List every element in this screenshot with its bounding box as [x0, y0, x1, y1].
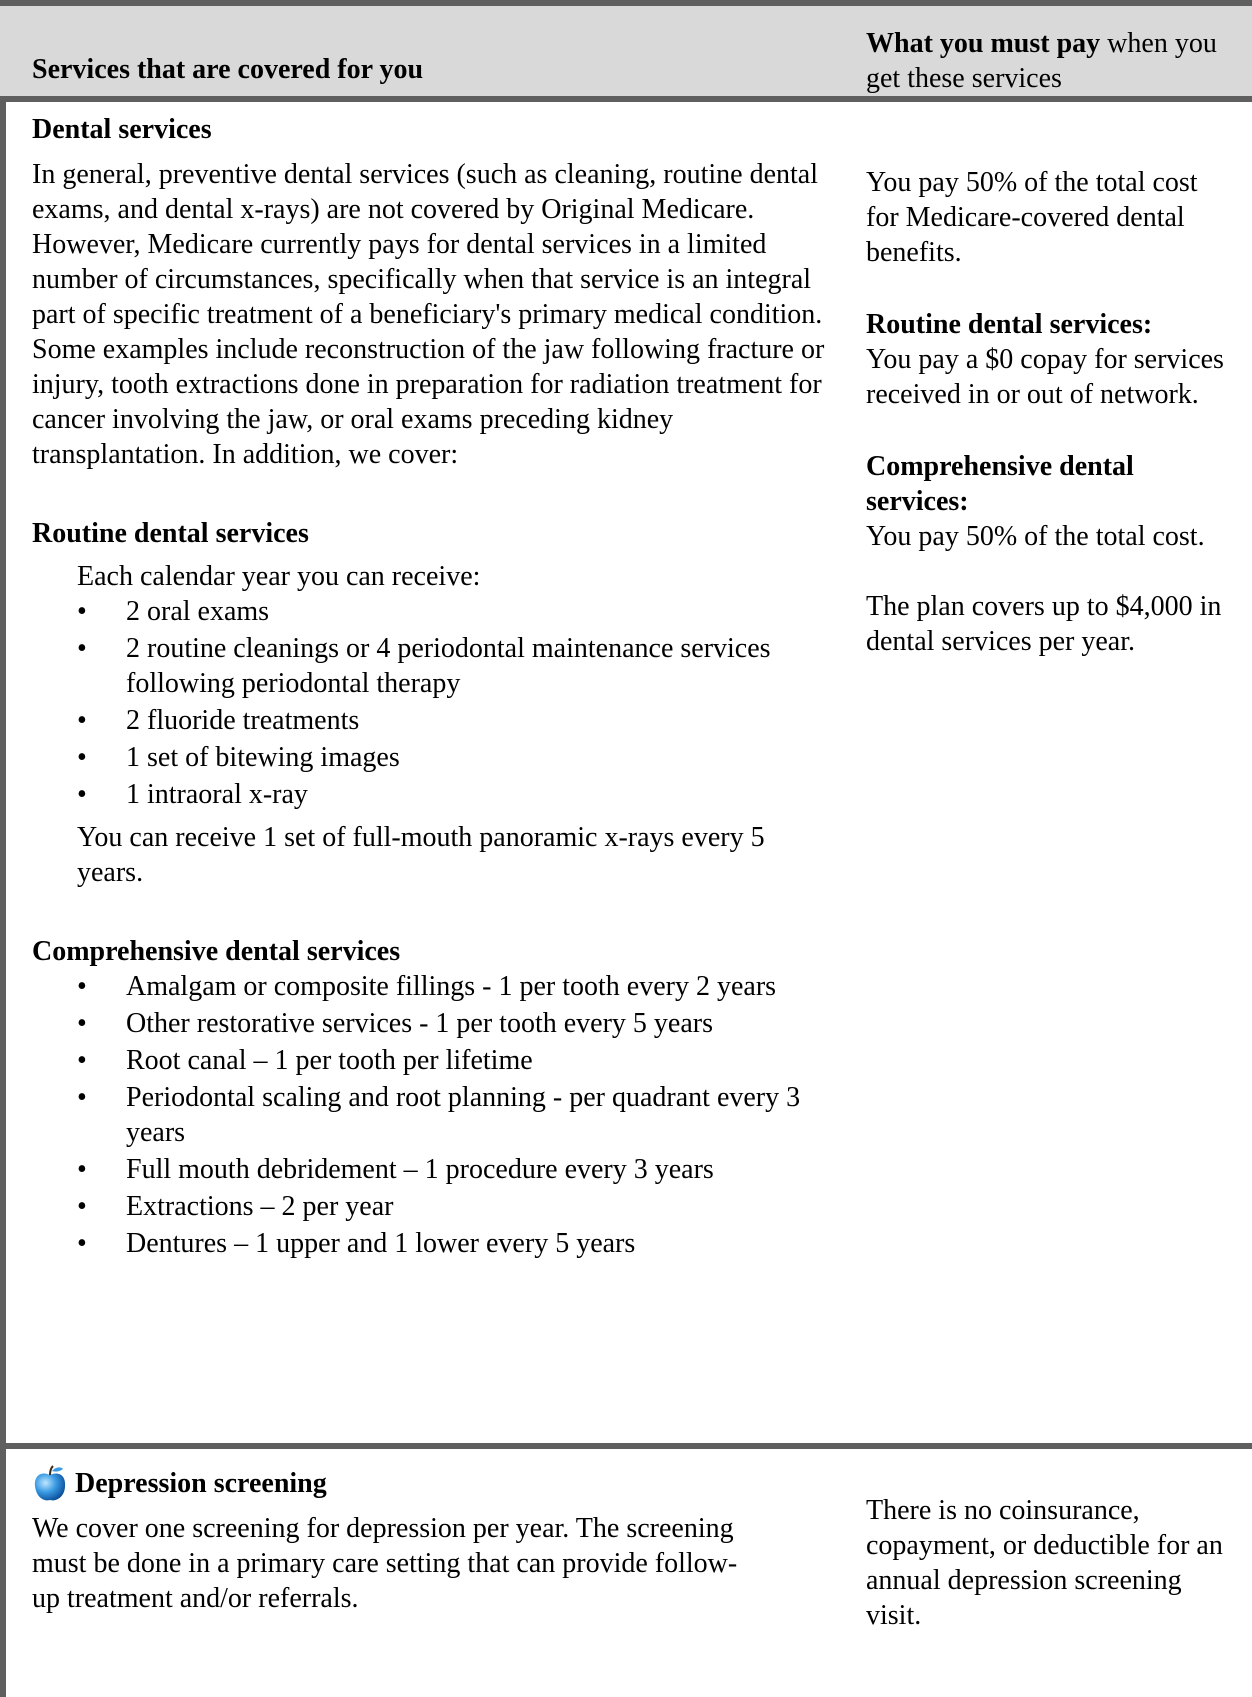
list-item: • 1 set of bitewing images [77, 742, 400, 773]
comprehensive-title: Comprehensive dental services [32, 936, 401, 967]
pay-routine: You pay a $0 copay for services received in or out of network. [866, 344, 1224, 410]
list-item: • Extractions – 2 per year [77, 1191, 394, 1222]
table-header [0, 6, 1252, 102]
dental-title: Dental services [32, 114, 212, 145]
header-services: Services that are covered for you [32, 54, 424, 85]
list-item: • Full mouth debridement – 1 procedure every 3 years [77, 1154, 714, 1185]
list-item: • 2 fluoride treatments [77, 705, 360, 736]
list-item: • Root canal – 1 per tooth per lifetime [77, 1045, 533, 1076]
list-item: • Periodontal scaling and root planning - per quadrant every 3 years [77, 1082, 801, 1148]
comprehensive-list [32, 969, 832, 1261]
list-item: • 2 routine cleanings or 4 periodontal maintenance services following periodontal therapy [77, 633, 771, 699]
pay-max: The plan covers up to $4,000 in dental services per year. [866, 591, 1222, 657]
dental-left-column [32, 112, 832, 1261]
list-item: • Other restorative services - 1 per tooth every 5 years [77, 1008, 713, 1039]
header-rule [0, 96, 1252, 102]
depression-title: Depression screening [75, 1468, 327, 1499]
pay-comp-title: Comprehensive dental services: [866, 451, 1134, 517]
apple-icon [32, 1465, 68, 1503]
list-item: • Dentures – 1 upper and 1 lower every 5 years [77, 1228, 636, 1259]
depression-body: We cover one screening for depression per year. The screening must be done in a primary care setting that can provide follow-up treatment and/or referrals. [32, 1513, 738, 1614]
dental-intro: In general, preventive dental services (such as cleaning, routine dental exams, and dental x-rays) are not covered by Original Medicare. However, Medicare currently pays for dental services in a limited number of circumstances, specifically when that service is an integral part of specific treatment of a beneficiary's primary medical condition. Some examples include reconstruction of the jaw following fracture or injury, tooth extractions done in preparation for radiation treatment for cancer involving the jaw, or oral exams preceding kidney transplantation. In addition, we cover: [32, 159, 825, 470]
routine-note: You can receive 1 set of full-mouth panoramic x-rays every 5 years. [77, 822, 765, 888]
header-payment [866, 26, 1236, 96]
list-item: • 1 intraoral x-ray [77, 779, 308, 810]
header-payment-rest: when you get these services [866, 28, 1217, 94]
dental-right-column [866, 165, 1236, 659]
depression-pay: There is no coinsurance, copayment, or deductible for an annual depression screening visit. [866, 1495, 1223, 1631]
header-payment-bold: What you must pay [866, 28, 1101, 59]
pay-routine-title: Routine dental services: [866, 309, 1153, 340]
routine-title: Routine dental services [32, 518, 309, 549]
routine-list [32, 594, 832, 812]
list-item: • 2 oral exams [77, 596, 270, 627]
pay-comp: You pay 50% of the total cost. [866, 521, 1205, 552]
list-item: • Amalgam or composite fillings - 1 per tooth every 2 years [77, 971, 777, 1002]
pay-general: You pay 50% of the total cost for Medicare-covered dental benefits. [866, 167, 1198, 268]
routine-lead: Each calendar year you can receive: [77, 561, 481, 592]
row-rule [0, 1443, 1252, 1449]
